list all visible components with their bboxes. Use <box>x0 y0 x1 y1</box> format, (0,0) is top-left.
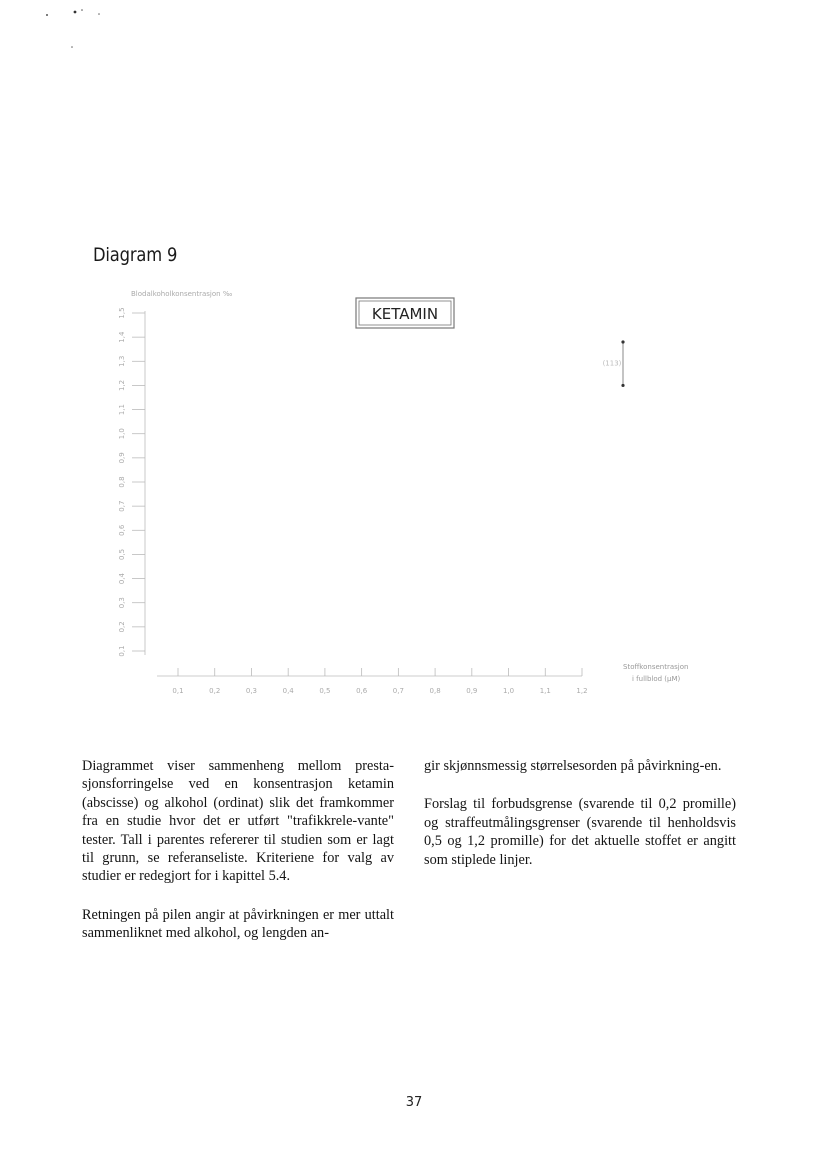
body-text-left <box>82 757 394 963</box>
x-axis-label-line2: i fullblod (µM) <box>632 675 681 683</box>
paragraph: Forslag til forbudsgrense (svarende til 0,2 promille) og straffeutmålingsgrenser (svarende til henholdsvis 0,5 og 1,2 promille) for det aktuelle stoffet er angitt som stiplede linjer. <box>424 796 736 868</box>
y-tick-label: 0,4 <box>118 573 126 585</box>
page-number: 37 <box>405 1095 423 1110</box>
x-tick-label: 0,7 <box>392 687 404 695</box>
y-tick-label: 0,1 <box>118 645 126 657</box>
paragraph: Diagrammet viser sammenheng mellom presta-sjonsforringelse ved en konsentrasjon ketamin (abscisse) og alkohol (ordinat) slik det framkommer fra en studie hvor det er utført "trafikkrele-vante" tester. Tall i parentes refererer til studien som er lagt til grunn, se referanseliste. Kriteriene for valg av studier er redegjort for i kapittel 5.4. <box>82 758 394 885</box>
y-tick-label: 0,9 <box>118 452 126 464</box>
y-tick-label: 0,8 <box>118 476 126 488</box>
y-tick-label: 1,1 <box>118 404 126 416</box>
x-tick-label: 0,8 <box>429 687 441 695</box>
x-tick-label: 1,2 <box>576 687 588 695</box>
x-tick-label: 0,9 <box>466 687 478 695</box>
x-tick-label: 0,1 <box>172 687 184 695</box>
x-axis-label-line1: Stoffkonsentrasjon <box>623 663 689 671</box>
y-tick-label: 1,5 <box>118 307 126 319</box>
x-tick-label: 0,4 <box>282 687 294 695</box>
data-point-top <box>621 340 624 343</box>
y-axis-label: Blodalkoholkonsentrasjon ‰ <box>131 290 233 298</box>
y-tick-label: 1,3 <box>118 355 126 367</box>
x-tick-label: 0,3 <box>245 687 258 695</box>
y-tick-label: 0,7 <box>118 500 126 512</box>
x-tick-label: 0,2 <box>209 687 221 695</box>
y-tick-label: 0,3 <box>118 597 126 609</box>
study-reference-label: (113) <box>602 359 622 368</box>
x-tick-label: 0,5 <box>319 687 331 695</box>
y-tick-label: 1,4 <box>118 331 126 343</box>
chart-title-box <box>356 298 454 328</box>
y-tick-label: 0,6 <box>118 524 126 536</box>
body-text-right <box>424 757 736 889</box>
x-tick-label: 0,6 <box>356 687 368 695</box>
y-tick-label: 1,2 <box>118 379 126 391</box>
data-point-bottom <box>621 384 624 387</box>
x-tick-label: 1,0 <box>502 687 515 695</box>
x-tick-label: 1,1 <box>539 687 551 695</box>
chart-title: KETAMIN <box>371 305 439 323</box>
y-tick-label: 0,2 <box>118 621 126 633</box>
y-tick-label: 1,0 <box>118 428 126 440</box>
paragraph: Retningen på pilen angir at påvirkningen er mer uttalt sammenliknet med alkohol, og lengden an- <box>82 906 394 942</box>
paragraph: gir skjønnsmessig størrelsesorden på påvirkning-en. <box>424 758 722 774</box>
diagram-heading: Diagram 9 <box>93 244 178 266</box>
y-tick-label: 0,5 <box>118 548 126 560</box>
